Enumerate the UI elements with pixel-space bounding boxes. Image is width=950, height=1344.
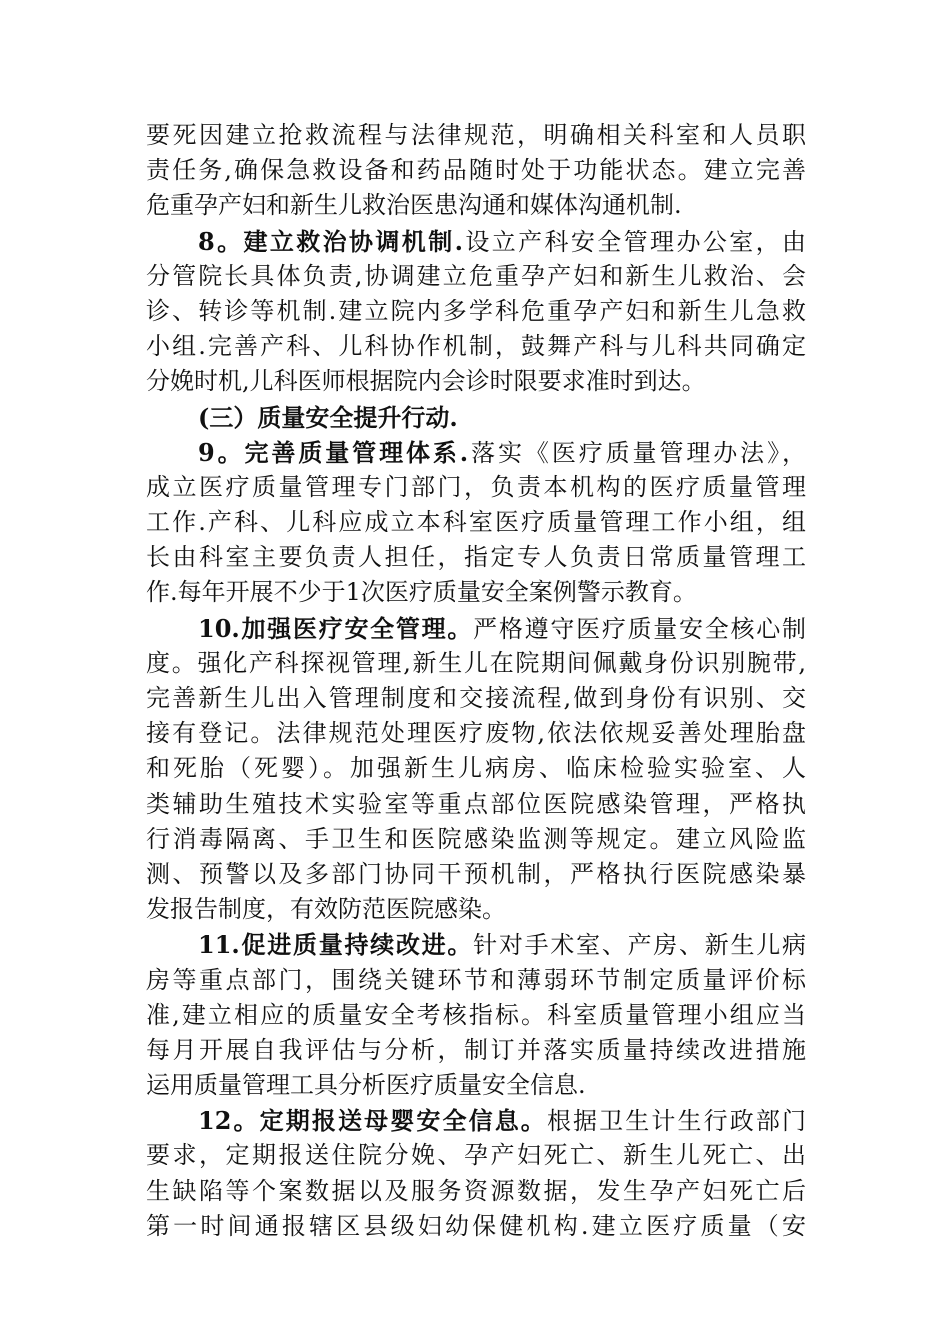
- text-line: 度。强化产科探视管理,新生儿在院期间佩戴身份识别腕带,: [146, 648, 806, 677]
- section-heading-line: [146, 1103, 806, 1138]
- text-run: 落实《医疗质量管理办法》，: [468, 438, 807, 467]
- subsection-title-line: [146, 400, 806, 435]
- text-line: 分管院长具体负责,协调建立危重孕产妇和新生儿救治、会: [146, 261, 806, 290]
- text-line: 行消毒隔离、手卫生和医院感染监测等规定。建立风险监: [146, 824, 806, 853]
- text-line: 准,建立相应的质量安全考核指标。科室质量管理小组应当: [146, 1000, 806, 1029]
- text-run: 根据卫生计生行政部门: [546, 1107, 806, 1136]
- text-line: 作.每年开展不少于1次医疗质量安全案例警示教育。: [146, 578, 697, 607]
- text-run: 针对手术室、产房、新生儿病: [473, 931, 806, 960]
- text-line: 类辅助生殖技术实验室等重点部位医院感染管理，严格执: [146, 789, 806, 818]
- text-line: 接有登记。法律规范处理医疗废物,依法依规妥善处理胎盘: [146, 719, 806, 748]
- document-body: [146, 118, 806, 1244]
- text-line: 小组.完善产科、儿科协作机制，鼓舞产科与儿科共同确定: [146, 332, 806, 361]
- text-line: 运用质量管理工具分析医疗质量安全信息.: [146, 1071, 586, 1100]
- text-run: 设立产科安全管理办公室，由: [462, 227, 807, 256]
- text-line: 诊、转诊等机制.建立院内多学科危重孕产妇和新生儿急救: [146, 296, 806, 325]
- text-line: 第一时间通报辖区县级妇幼保健机构.建立医疗质量（安: [146, 1211, 806, 1240]
- section-heading-line: [146, 927, 806, 962]
- text-line: 每月开展自我评估与分析，制订并落实质量持续改进措施: [146, 1035, 806, 1064]
- text-line: 责任务,确保急救设备和药品随时处于功能状态。建立完善: [146, 156, 806, 185]
- text-line: 房等重点部门，围绕关键环节和薄弱环节制定质量评价标: [146, 965, 806, 994]
- subsection-title: (三）质量安全提升行动.: [198, 402, 458, 432]
- text-line: 要死因建立抢救流程与法律规范，明确相关科室和人员职: [146, 121, 806, 149]
- text-line: 工作.产科、儿科应成立本科室医疗质量管理工作小组，组: [146, 508, 806, 537]
- section-heading-line: [146, 435, 806, 470]
- section-heading: 11.促进质量持续改进。: [198, 930, 474, 960]
- text-line: 危重孕产妇和新生儿救治医患沟通和媒体沟通机制.: [146, 191, 682, 220]
- text-run: 严格遵守医疗质量安全核心制: [473, 614, 806, 643]
- text-line: 成立医疗质量管理专门部门，负责本机构的医疗质量管理: [146, 472, 806, 501]
- text-line: 生缺陷等个案数据以及服务资源数据，发生孕产妇死亡后: [146, 1176, 806, 1205]
- section-heading-line: [146, 224, 806, 259]
- section-heading: 9。完善质量管理体系.: [198, 437, 469, 467]
- text-line: 完善新生儿出入管理制度和交接流程,做到身份有识别、交: [146, 684, 806, 712]
- text-line: 发报告制度，有效防范医院感染。: [146, 895, 506, 924]
- section-heading: 10.加强医疗安全管理。: [198, 613, 474, 643]
- text-line: 要求，定期报送住院分娩、孕产妇死亡、新生儿死亡、出: [146, 1141, 806, 1170]
- section-heading: 8。建立救治协调机制.: [198, 226, 463, 256]
- text-line: 测、预警以及多部门协同干预机制，严格执行医院感染暴: [146, 859, 806, 888]
- text-line: 和死胎（死婴）。加强新生儿病房、临床检验实验室、人: [146, 754, 806, 783]
- section-heading-line: [146, 611, 806, 646]
- text-line: 长由科室主要负责人担任，指定专人负责日常质量管理工: [146, 543, 806, 572]
- section-heading: 12。定期报送母婴安全信息。: [198, 1106, 547, 1136]
- text-line: 分娩时机,儿科医师根据院内会诊时限要求准时到达。: [146, 367, 706, 396]
